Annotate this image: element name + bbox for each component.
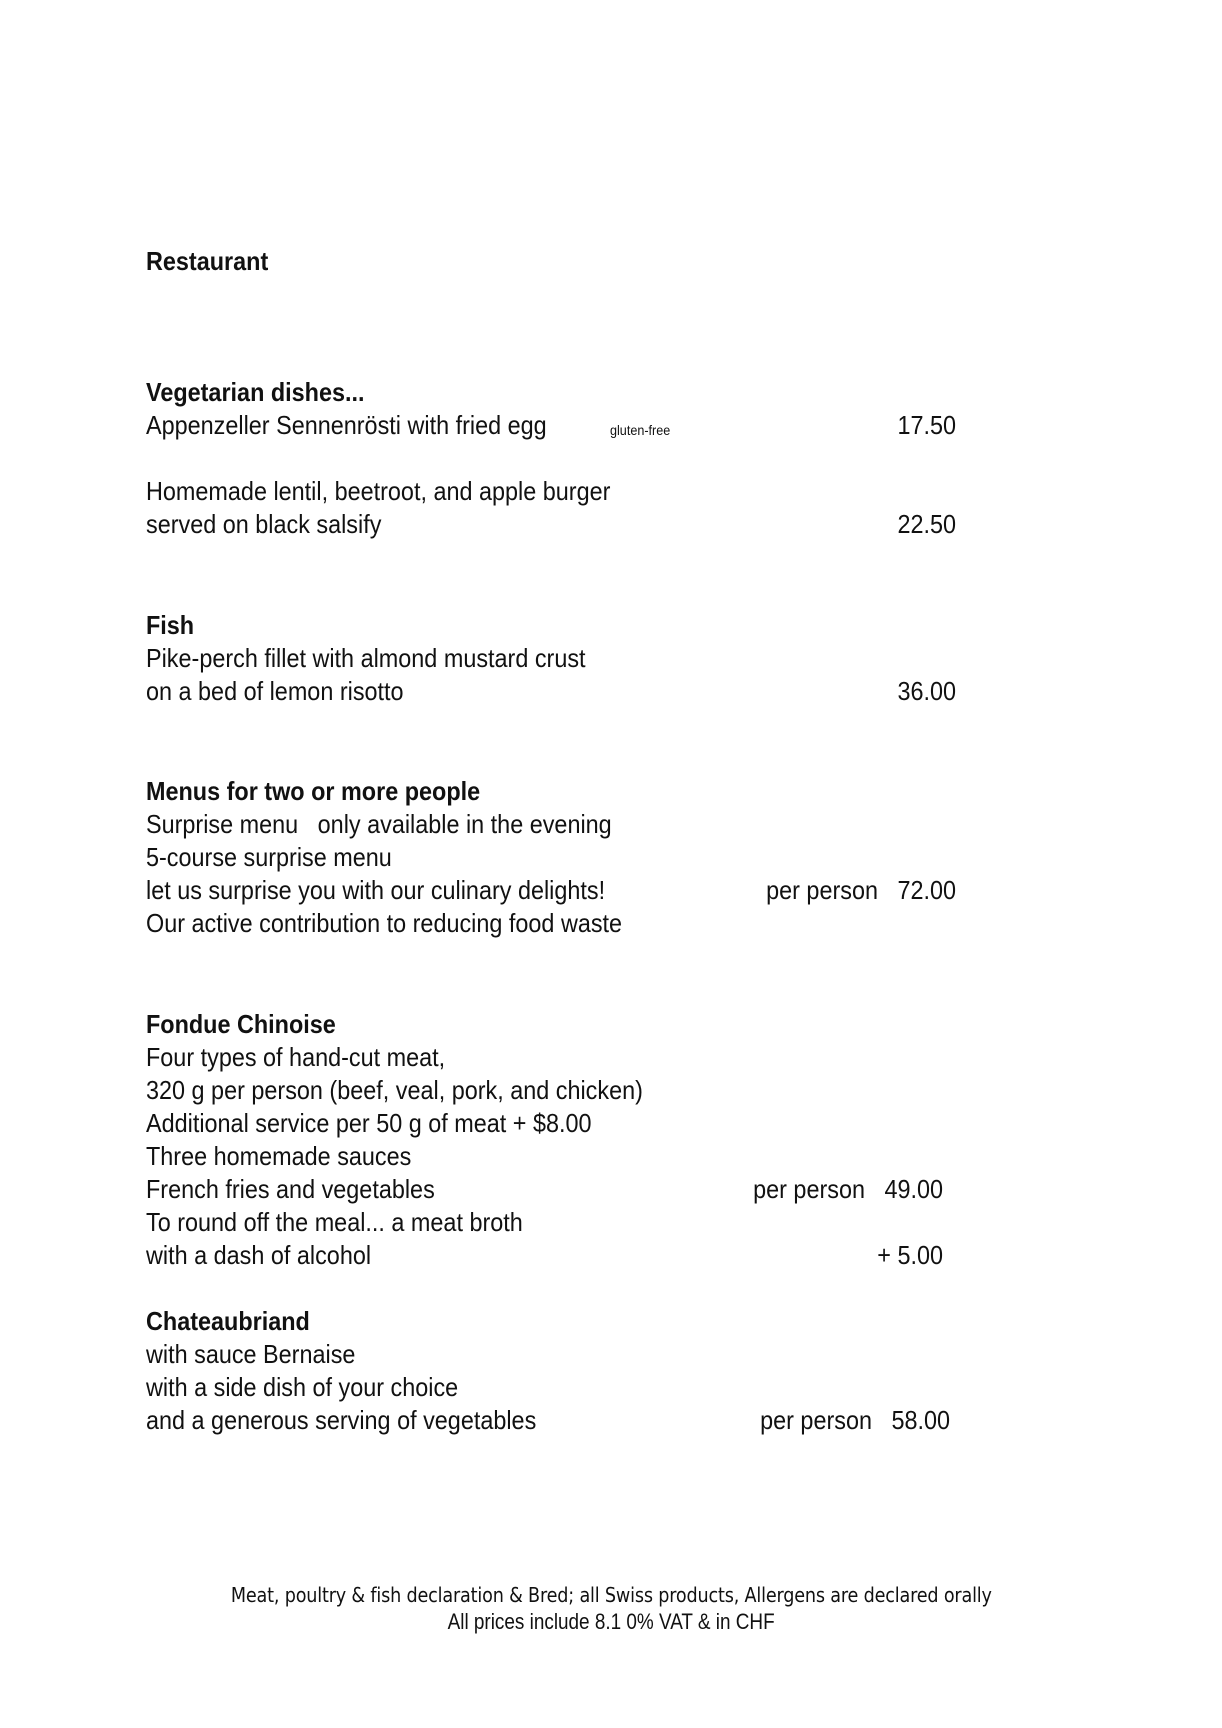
- dish-description: Four types of hand-cut meat,: [146, 1042, 446, 1072]
- dish-description: Surprise menu only available in the evening: [146, 809, 612, 839]
- dish-note-gluten-free: gluten-free: [610, 422, 671, 438]
- section-heading-chateaubriand: Chateaubriand: [146, 1306, 310, 1336]
- dish-description: let us surprise you with our culinary delights!: [146, 875, 606, 905]
- section-heading-fondue: Fondue Chinoise: [146, 1009, 336, 1039]
- footer-declaration: [0, 1582, 1222, 1608]
- dish-price: per person 72.00: [766, 875, 956, 905]
- dish-description: with sauce Bernaise: [146, 1339, 356, 1369]
- dish-name: Appenzeller Sennenrösti with fried egg: [146, 410, 547, 440]
- page-title: Restaurant: [146, 246, 269, 276]
- dish-description: with a dash of alcohol: [146, 1240, 372, 1270]
- dish-description: Additional service per 50 g of meat + $8.00: [146, 1108, 592, 1138]
- dish-description: French fries and vegetables: [146, 1174, 435, 1204]
- dish-description: Our active contribution to reducing food waste: [146, 908, 623, 938]
- section-heading-fish: Fish: [146, 610, 195, 640]
- dish-description: 5-course surprise menu: [146, 842, 392, 872]
- footer-declaration-text: Meat, poultry & fish declaration & Bred; all Swiss products, Allergens are declared orally: [230, 1583, 992, 1607]
- dish-price: per person 49.00: [753, 1174, 943, 1204]
- dish-description: with a side dish of your choice: [146, 1372, 459, 1402]
- dish-description: and a generous serving of vegetables: [146, 1405, 537, 1435]
- dish-description: To round off the meal... a meat broth: [146, 1207, 523, 1237]
- dish-description: Homemade lentil, beetroot, and apple burger: [146, 476, 611, 506]
- dish-description: Pike-perch fillet with almond mustard crust: [146, 643, 586, 673]
- dish-description: Three homemade sauces: [146, 1141, 412, 1171]
- section-heading-vegetarian: Vegetarian dishes...: [146, 377, 365, 407]
- footer-vat-note: [0, 1609, 1222, 1635]
- dish-price: 22.50: [897, 509, 956, 539]
- dish-price: per person 58.00: [760, 1405, 950, 1435]
- dish-description: 320 g per person (beef, veal, pork, and chicken): [146, 1075, 643, 1105]
- dish-extra-price: + 5.00: [877, 1240, 943, 1270]
- dish-price: 17.50: [897, 410, 956, 440]
- dish-description: on a bed of lemon risotto: [146, 676, 404, 706]
- footer-vat-text: All prices include 8.1 0% VAT & in CHF: [447, 1609, 775, 1634]
- dish-description: served on black salsify: [146, 509, 382, 539]
- section-heading-menus: Menus for two or more people: [146, 776, 481, 806]
- dish-price: 36.00: [897, 676, 956, 706]
